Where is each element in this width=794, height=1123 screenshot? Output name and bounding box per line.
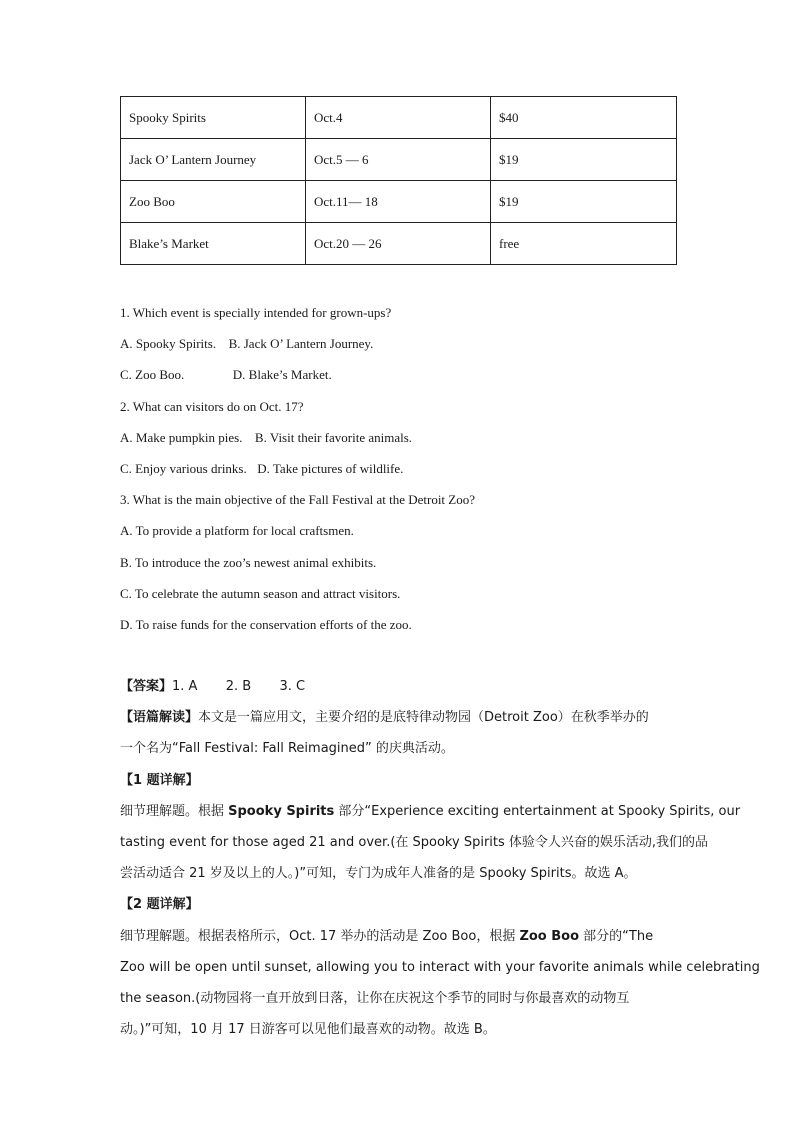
detail-2-heading (120, 892, 680, 923)
interpretation-label: 【语篇解读】 (120, 710, 199, 726)
event-date-cell: Oct.20 — 26 (306, 223, 491, 265)
detail-keyword: Zoo Boo (519, 928, 580, 944)
option-c: C. Enjoy various drinks. (120, 460, 247, 476)
question-1-options-ab (120, 331, 680, 362)
detail-keyword: Spooky Spirits (228, 803, 335, 819)
event-name-cell: Zoo Boo (121, 181, 306, 223)
option-b: B. To introduce the zoo’s newest animal exhibits. (120, 554, 377, 570)
option-a: A. To provide a platform for local craftsmen. (120, 523, 354, 539)
answer-1: 1. A (172, 679, 198, 694)
detail-text: 细节理解题。根据 (120, 803, 229, 819)
option-a: A. Make pumpkin pies. (120, 429, 243, 445)
question-2: 2. What can visitors do on Oct. 17? (120, 398, 304, 414)
event-date-cell: Oct.5 — 6 (306, 139, 491, 181)
interpretation-line-1 (120, 705, 680, 736)
event-date-cell: Oct.11— 18 (306, 181, 491, 223)
option-c: C. To celebrate the autumn season and attract visitors. (120, 585, 401, 601)
event-price-cell: $40 (491, 97, 677, 139)
detail-2-line-3: the season.(动物园将一直开放到日落，让你在庆祝这个季节的同时与你最喜欢的动物互 (120, 990, 630, 1006)
answer-2: 2. B (225, 679, 252, 694)
detail-2-line-2: Zoo will be open until sunset, allowing you to interact with your favorite animals while celebrating (120, 959, 760, 975)
detail-text: 部分“Experience exciting entertainment at Spooky Spirits, our (334, 803, 741, 819)
interpretation-text: 本文是一篇应用文，主要介绍的是底特律动物园（Detroit Zoo）在秋季举办的 (198, 710, 649, 726)
answer-line (120, 674, 680, 705)
questions-block (120, 300, 680, 643)
event-name-cell: Jack O’ Lantern Journey (121, 139, 306, 181)
question-2-options-cd (120, 456, 680, 487)
detail-2-line-4: 动。)”可知，10 月 17 日游客可以见他们最喜欢的动物。故选 B。 (120, 1022, 496, 1038)
table-row (121, 97, 677, 139)
table-row (121, 139, 677, 181)
event-price-cell: free (491, 223, 677, 265)
option-b: B. Visit their favorite animals. (254, 429, 413, 445)
option-c: C. Zoo Boo. (120, 367, 185, 383)
table-row (121, 223, 677, 265)
event-price-cell: $19 (491, 181, 677, 223)
detail-text: 部分的“The (579, 928, 654, 944)
detail-1-line-2: tasting event for those aged 21 and over.(在 Spooky Spirits 体验令人兴奋的娱乐活动,我们的品 (120, 834, 709, 850)
explanation-block (120, 674, 760, 1048)
option-d: D. Blake’s Market. (232, 367, 332, 383)
event-name-cell: Blake’s Market (121, 223, 306, 265)
detail-2-line-1 (120, 924, 680, 955)
interpretation-line-2: 一个名为“Fall Festival: Fall Reimagined” 的庆典活动。 (120, 741, 454, 757)
event-name-cell: Spooky Spirits (121, 97, 306, 139)
answer-3: 3. C (279, 679, 306, 694)
events-table (120, 96, 677, 265)
option-b: B. Jack O’ Lantern Journey. (228, 336, 374, 352)
detail-1-line-1 (120, 799, 741, 830)
answer-label: 【答案】 (120, 679, 173, 694)
question-3: 3. What is the main objective of the Fall Festival at the Detroit Zoo? (120, 492, 476, 508)
event-date-cell: Oct.4 (306, 97, 491, 139)
detail-1-label: 【1 题详解】 (120, 772, 199, 788)
detail-text: 细节理解题。根据表格所示，Oct. 17 举办的活动是 Zoo Boo，根据 (120, 928, 520, 944)
table-row (121, 181, 677, 223)
question-1-options-cd (120, 362, 680, 393)
detail-2-label: 【2 题详解】 (120, 897, 199, 913)
option-d: D. To raise funds for the conservation efforts of the zoo. (120, 616, 412, 632)
detail-1-heading (120, 768, 680, 799)
event-price-cell: $19 (491, 139, 677, 181)
option-d: D. Take pictures of wildlife. (257, 460, 404, 476)
question-1: 1. Which event is specially intended for grown-ups? (120, 305, 392, 320)
option-a: A. Spooky Spirits. (120, 336, 217, 352)
question-2-options-ab (120, 425, 680, 456)
detail-1-line-3: 尝活动适合 21 岁及以上的人。)”可知，专门为成年人准备的是 Spooky Spirits。故选 A。 (120, 866, 637, 882)
